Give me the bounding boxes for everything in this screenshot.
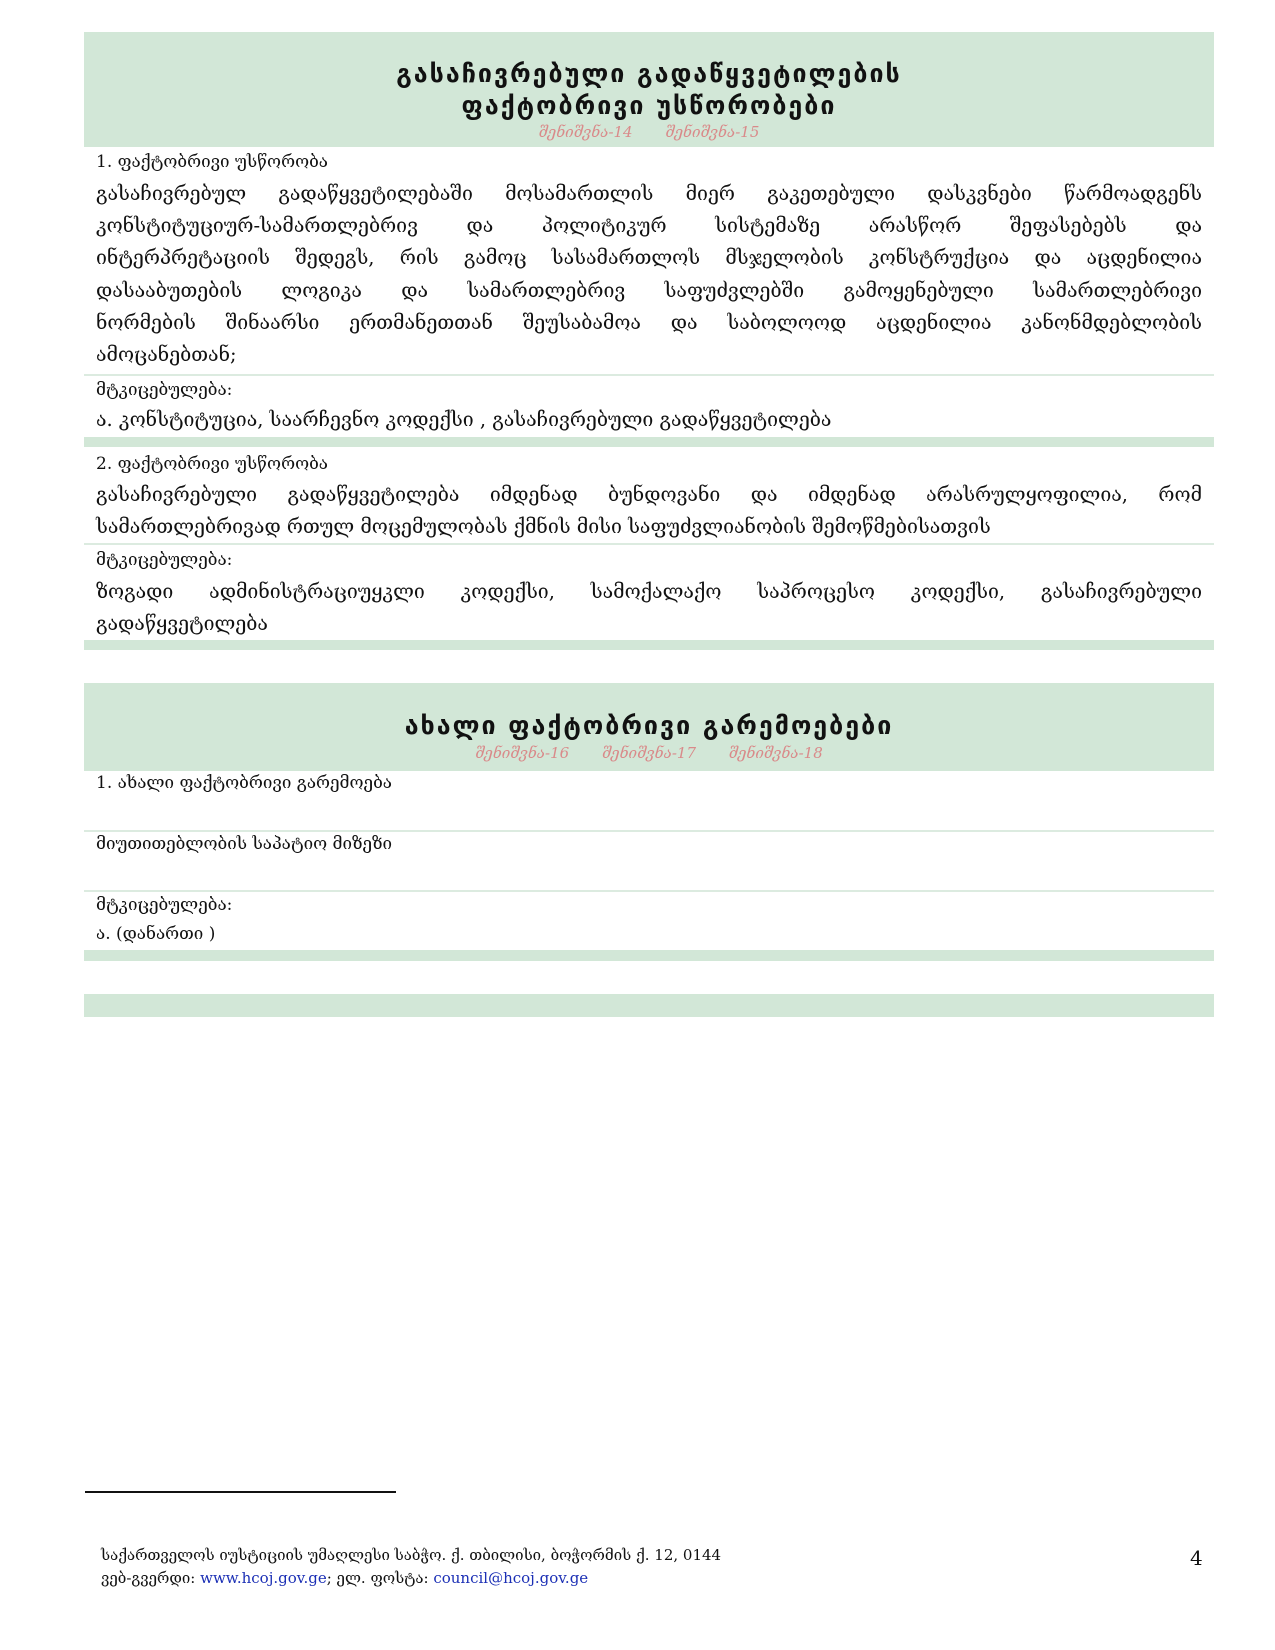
divider: [84, 543, 1214, 545]
reason-label: მიუთითებლობის საპატიო მიზეზი: [96, 834, 393, 854]
footnote-rule: [85, 1491, 396, 1493]
website-link[interactable]: www.hcoj.gov.ge: [200, 1569, 327, 1587]
item1-body-line: ინტერპრეტაციის შედეგს, რის გამოც სასამართლოს მსჯელობის კონსტრუქცია და აცდენილია: [96, 246, 1202, 269]
section2-item-heading: 1. ახალი ფაქტობრივი გარემოება: [96, 773, 392, 793]
email-label: ; ელ. ფოსტა:: [326, 1569, 434, 1587]
empty-bar: [84, 994, 1214, 1017]
email-link[interactable]: council@hcoj.gov.ge: [433, 1569, 589, 1587]
section2-header: [84, 683, 1214, 771]
separator-bar: [84, 640, 1214, 650]
section1-notes: [84, 123, 1214, 141]
item2-evidence-line: ზოგადი ადმინისტრაციუყკლი კოდექსი, სამოქალაქო საპროცესო კოდექსი, გასაჩივრებული: [96, 580, 1202, 603]
item2-body-line: სამართლებრივად რთულ მოცემულობას ქმნის მისი საფუძვლიანობის შემოწმებისათვის: [96, 515, 991, 538]
item2-heading: 2. ფაქტობრივი უსწორობა: [96, 454, 328, 474]
page-number: 4: [1190, 1546, 1203, 1570]
note-link[interactable]: შენიშვნა-16: [475, 744, 570, 762]
divider: [84, 830, 1214, 832]
section2-title: ახალი ფაქტობრივი გარემოებები: [404, 711, 894, 740]
separator-bar: [84, 437, 1214, 447]
note-link[interactable]: შენიშვნა-17: [602, 744, 696, 762]
footer-contacts: [101, 1569, 588, 1587]
note-link[interactable]: შენიშვნა-14: [538, 123, 633, 141]
separator-bar: [84, 950, 1214, 961]
section1-title-line1: გასაჩივრებული გადაწყვეტილების: [396, 59, 902, 88]
note-link[interactable]: შენიშვნა-15: [665, 123, 760, 141]
item2-body-line: გასაჩივრებული გადაწყვეტილება იმდენად ბუნდოვანი და იმდენად არასრულყოფილია, რომ: [96, 483, 1202, 506]
item2-evidence-label: მტკიცებულება:: [96, 550, 233, 570]
item1-body-line: გასაჩივრებულ გადაწყვეტილებაში მოსამართლის მიერ გაკეთებული დასკვნები წარმოადგენს: [96, 182, 1202, 205]
section2-evidence-line: ა. (დანართი ): [96, 924, 216, 944]
item1-body-line: ნორმების შინაარსი ერთმანეთთან შეუსაბამოა და საბოლოოდ აცდენილია კანონმდებლობის: [96, 311, 1202, 334]
web-label: ვებ-გვერდი:: [101, 1569, 201, 1587]
section2-notes: [84, 744, 1214, 762]
footer-address: საქართველოს იუსტიციის უმაღლესი საბჭო. ქ. თბილისი, ბოჭორმის ქ. 12, 0144: [101, 1546, 722, 1564]
section1-header: [84, 32, 1214, 147]
item1-body-line: კონსტიტუციურ-სამართლებრივ და პოლიტიკურ სისტემაზე არასწორ შეფასებებს და: [96, 214, 1202, 237]
section1-title-line2: ფაქტობრივი უსწორობები: [461, 91, 837, 120]
item1-evidence-line: ა. კონსტიტუცია, საარჩევნო კოდექსი , გასაჩივრებული გადაწყვეტილება: [96, 408, 832, 431]
item1-body-line: დასააბუთების ლოგიკა და სამართლებრივ საფუძვლებში გამოყენებული სამართლებრივი: [96, 279, 1202, 302]
item1-body-line: ამოცანებთან;: [96, 343, 237, 366]
item1-heading: 1. ფაქტობრივი უსწორობა: [96, 152, 328, 172]
section2-evidence-label: მტკიცებულება:: [96, 895, 233, 915]
divider: [84, 374, 1214, 376]
item1-evidence-label: მტკიცებულება:: [96, 380, 233, 400]
divider: [84, 890, 1214, 892]
item2-evidence-line: გადაწყვეტილება: [96, 612, 268, 635]
note-link[interactable]: შენიშვნა-18: [728, 744, 823, 762]
